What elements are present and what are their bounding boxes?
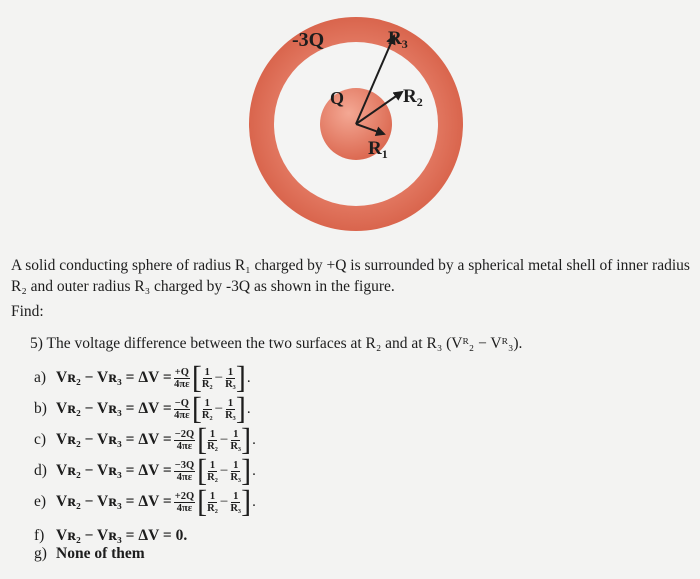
fraction-numerator: −2Q <box>174 428 195 440</box>
inverse-r3: $\frac{1}{\text{R₃}}$ <box>230 490 242 514</box>
option-text: Vʀ₂ − Vʀ₃ = ΔV = 0. <box>56 527 188 544</box>
radius-bracket: [ $\frac{1}{\text{R₂}}$ − $\frac{1}{\text{R₃}}$ ] <box>197 422 252 457</box>
fraction-denominator: 4πε <box>174 409 190 421</box>
r2-label: $R_2$ <box>403 86 423 109</box>
option-lhs: Vʀ₂ − Vʀ₃ = ΔV = <box>56 400 172 417</box>
option-lhs: Vʀ₂ − Vʀ₃ = ΔV = <box>56 462 172 479</box>
inverse-r3: $\frac{1}{\text{R₃}}$ <box>225 366 236 390</box>
fraction-numerator: −3Q <box>174 459 195 471</box>
option-lhs: Vʀ₂ − Vʀ₃ = ΔV = <box>56 431 172 448</box>
coefficient-fraction <box>174 429 195 452</box>
inverse-r2: $\frac{1}{\text{R₂}}$ <box>207 459 218 483</box>
radius-bracket: [ $\frac{1}{\text{R₂}}$ − $\frac{1}{\text{R₃}}$ ] <box>197 484 252 519</box>
inner-charge-label: Q <box>330 88 345 108</box>
problem-statement: A solid conducting sphere of radius R₁ charged by +Q is surrounded by a spherical metal shell of inner radius R₂ and outer radius R₃ charged by -3Q as shown in the figure. <box>11 257 690 295</box>
outer-charge-label: -3Q <box>292 29 325 51</box>
fraction-denominator: 4πε <box>176 502 193 514</box>
coefficient-fraction <box>174 367 190 390</box>
coefficient-fraction <box>174 460 195 483</box>
option-label: c) <box>34 431 47 448</box>
inverse-r3: $\frac{1}{\text{R₃}}$ <box>225 397 236 421</box>
fraction-denominator: 4πε <box>176 440 193 452</box>
fraction-denominator: 4πε <box>174 378 190 390</box>
option-lhs: Vʀ₂ − Vʀ₃ = ΔV = <box>56 369 172 386</box>
inverse-r3: $\frac{1}{\text{R₃}}$ <box>230 428 242 452</box>
option-a[interactable]: a) Vʀ₂ − Vʀ₃ = ΔV = $\frac{+Q}{4\pi\varepsilon}$ [ $\frac{1}{\text{R₂}}$ − $\frac{1}{\text{R₃}}$ ] . <box>34 360 251 395</box>
charged-sphere-figure <box>0 0 700 250</box>
inverse-r2: $\frac{1}{\text{R₂}}$ <box>207 428 218 452</box>
option-label: a) <box>34 369 47 386</box>
inverse-r2: $\frac{1}{\text{R₂}}$ <box>201 366 213 390</box>
fraction-numerator: −Q <box>174 397 189 409</box>
option-text: None of them <box>56 545 145 562</box>
option-c[interactable]: c) Vʀ₂ − Vʀ₃ = ΔV = $\frac{-2Q}{4\pi\varepsilon}$ [ $\frac{1}{\text{R₂}}$ − $\frac{1}{\text{R₃}}$ ] . <box>34 422 256 457</box>
coefficient-fraction <box>174 491 195 514</box>
option-label: g) <box>34 545 47 562</box>
inverse-r2: $\frac{1}{\text{R₂}}$ <box>201 397 213 421</box>
radius-bracket: [ $\frac{1}{\text{R₂}}$ − $\frac{1}{\text{R₃}}$ ] <box>197 453 252 488</box>
r3-label: $R_3$ <box>388 28 408 51</box>
fraction-denominator: 4πε <box>176 471 193 483</box>
r1-label: $R_1$ <box>368 138 388 161</box>
option-label: e) <box>34 493 47 510</box>
option-d[interactable]: d) Vʀ₂ − Vʀ₃ = ΔV = $\frac{-3Q}{4\pi\varepsilon}$ [ $\frac{1}{\text{R₂}}$ − $\frac{1}{\text{R₃}}$ ] . <box>34 453 256 488</box>
option-label: f) <box>34 527 45 544</box>
option-label: b) <box>34 400 47 417</box>
option-g[interactable] <box>34 539 145 569</box>
coefficient-fraction <box>174 398 190 421</box>
question-5: 5) The voltage difference between the two surfaces at R₂ and at R₃ (Vᴿ₂ − Vᴿ₃). <box>30 335 523 352</box>
option-e[interactable]: e) Vʀ₂ − Vʀ₃ = ΔV = $\frac{+2Q}{4\pi\varepsilon}$ [ $\frac{1}{\text{R₂}}$ − $\frac{1}{\text{R₃}}$ ] . <box>34 484 256 519</box>
radius-bracket: [ $\frac{1}{\text{R₂}}$ − $\frac{1}{\text{R₃}}$ ] <box>191 391 246 426</box>
radius-bracket: [ $\frac{1}{\text{R₂}}$ − $\frac{1}{\text{R₃}}$ ] <box>191 360 246 395</box>
inverse-r3: $\frac{1}{\text{R₃}}$ <box>230 459 242 483</box>
option-b[interactable]: b) Vʀ₂ − Vʀ₃ = ΔV = $\frac{-Q}{4\pi\varepsilon}$ [ $\frac{1}{\text{R₂}}$ − $\frac{1}{\text{R₃}}$ ] . <box>34 391 251 426</box>
find-heading: Find: <box>11 303 44 320</box>
inverse-r2: $\frac{1}{\text{R₂}}$ <box>207 490 218 514</box>
option-label: d) <box>34 462 47 479</box>
fraction-numerator: +Q <box>174 366 189 378</box>
fraction-numerator: +2Q <box>174 490 195 502</box>
option-lhs: Vʀ₂ − Vʀ₃ = ΔV = <box>56 493 172 510</box>
